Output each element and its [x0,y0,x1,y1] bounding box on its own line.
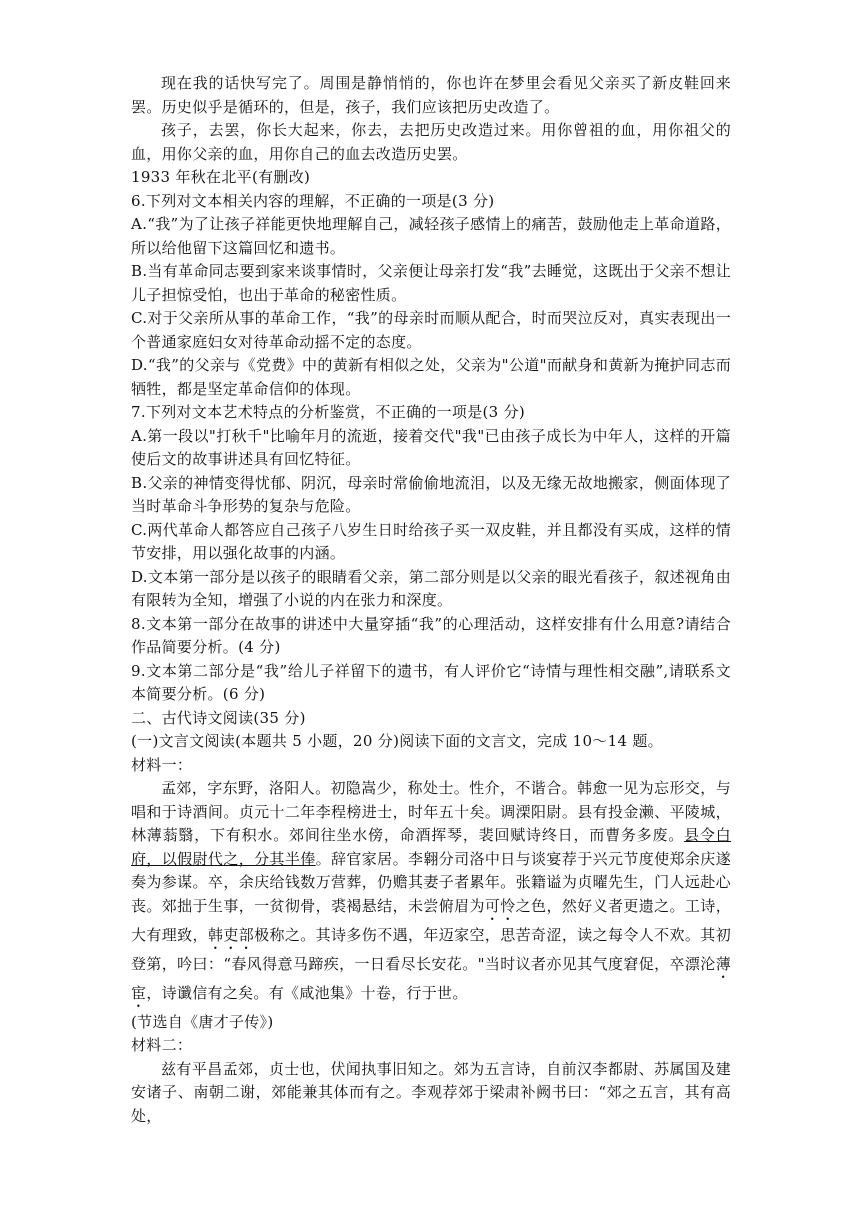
option-7a: A.第一段以"打秋千"比喻年月的流逝，接着交代"我"已由孩子成长为中年人，这样的开篇使后文的故事讲述具有回忆特征。 [131,426,731,468]
material-1-source: (节选自《唐才子传》) [131,1012,274,1031]
text-run: 。辞官家居。李翱分司洛中日与谈宴荐于兴元节度使郑余庆遂奏为参谋。卒，余庆给钱数万营葬，仍赡其妻子者累年。张籍谥为贞曜先生，门人远赴心丧。郊拙于生事，一贫彻骨，裘褐悬结，未尝俯眉为 [131,849,731,915]
paragraph: 现在我的话快写完了。周围是静悄悄的，你也许在梦里会看见父亲买了新皮鞋回来罢。历史似乎是循环的，但是，孩子，我们应该把历史改造了。 [131,74,731,116]
material-2-text: 兹有平昌孟郊，贞士也，伏闻执事旧知之。郊为五言诗，自前汉李都尉、苏属国及建安诸子、南朝二谢，郊能兼其体而有之。李观荐郊于梁肃补阙书曰：“郊之五言，其有高处， [131,1059,731,1125]
option-7c: C.两代革命人都答应自己孩子八岁生日时给孩子买一双皮鞋，并且都没有买成，这样的情节安排，用以强化故事的内涵。 [131,520,731,562]
material-1-text [131,777,731,1011]
option-6a: A.“我”为了让孩子祥能更快地理解自己，减轻孩子感情上的痛苦，鼓励他走上革命道路，所以给他留下这篇回忆和遗书。 [131,215,731,257]
question-6: 6.下列对文本相关内容的理解，不正确的一项是(3 分) [131,191,495,210]
option-6b: B.当有革命同志要到家来谈事情时，父亲便让母亲打发“我”去睡觉，这既出于父亲不想让儿子担惊受怕，也出于革命的秘密性质。 [131,262,731,304]
text-run: ，诗谶信有之矣。有《咸池集》十卷，行于世。 [146,983,468,1002]
option-7d: D.文本第一部分是以孩子的眼睛看父亲，第二部分则是以父亲的眼光看孩子，叙述视角由有限转为全知，增强了小说的内在张力和深度。 [131,567,731,609]
dotted-word: 薄宦 [131,954,731,1002]
text-run: 之色，然好义者更遗之。工诗，大有理致， [131,896,731,944]
paragraph: 孩子，去罢，你长大起来，你去，去把历史改造过来。用你曾祖的血，用你祖父的血，用你父亲的血，用你自己的血去改造历史罢。 [131,121,731,163]
text-run: 极称之。其诗多伤不遇，年迈家空，思苦奇涩，读之每令人不欢。其初登第，吟曰：“春风得意马蹄疾，一日看尽长安花。"当时议者亦见其气度窘促，卒漂沦 [131,925,731,973]
question-7: 7.下列对文本艺术特点的分析鉴赏，不正确的一项是(3 分) [131,403,526,421]
subsection-heading: (一)文言文阅读(本题共 5 小题，20 分)阅读下面的文言文，完成 10～14 题。 [131,732,663,750]
underlined-sentence: 县令白府，以假尉代之，分其半俸 [131,826,731,868]
material-2-title: 材料二： [131,1036,193,1054]
section-heading: 二、古代诗文阅读(35 分) [131,708,306,727]
option-7b: B.父亲的神情变得忧郁、阴沉，母亲时常偷偷地流泪，以及无缘无故地搬家，侧面体现了当时革命斗争形势的复杂与危险。 [131,473,731,515]
dotted-word: 韩吏部 [207,925,255,944]
source-note: 1933 年秋在北平(有删改) [131,168,311,186]
option-6c: C.对于父亲所从事的革命工作，“我”的母亲时而顺从配合，时而哭泣反对，真实表现出一个普通家庭妇女对待革命动摇不定的态度。 [131,309,731,351]
text-run: 孟郊，字东野，洛阳人。初隐嵩少，称处士。性介，不谐合。韩愈一见为忘形交，与唱和于诗酒间。贞元十二年李程榜进士，时年五十矣。调溧阳尉。县有投金濑、平陵城，林薄蓊翳，下有积水。郊间往坐水傍，命酒挥琴，裴回赋诗终日，而曹务多废。 [131,779,731,844]
question-9: 9.文本第二部分是“我”给儿子祥留下的遗书，有人评价它“诗情与理性相交融”,请联系文本简要分析。(6 分) [131,661,731,703]
document-page [131,72,731,1128]
material-1-title: 材料一： [131,755,193,774]
question-8: 8.文本第一部分在故事的讲述中大量穿插“我”的心理活动，这样安排有什么用意?请结合作品简要分析。(4 分) [131,614,731,656]
option-6d: D.“我”的父亲与《党费》中的黄新有相似之处，父亲为"公道"而献身和黄新为掩护同志而牺牲，都是坚定革命信仰的体现。 [131,356,731,398]
dotted-word: 可怜 [484,896,516,915]
